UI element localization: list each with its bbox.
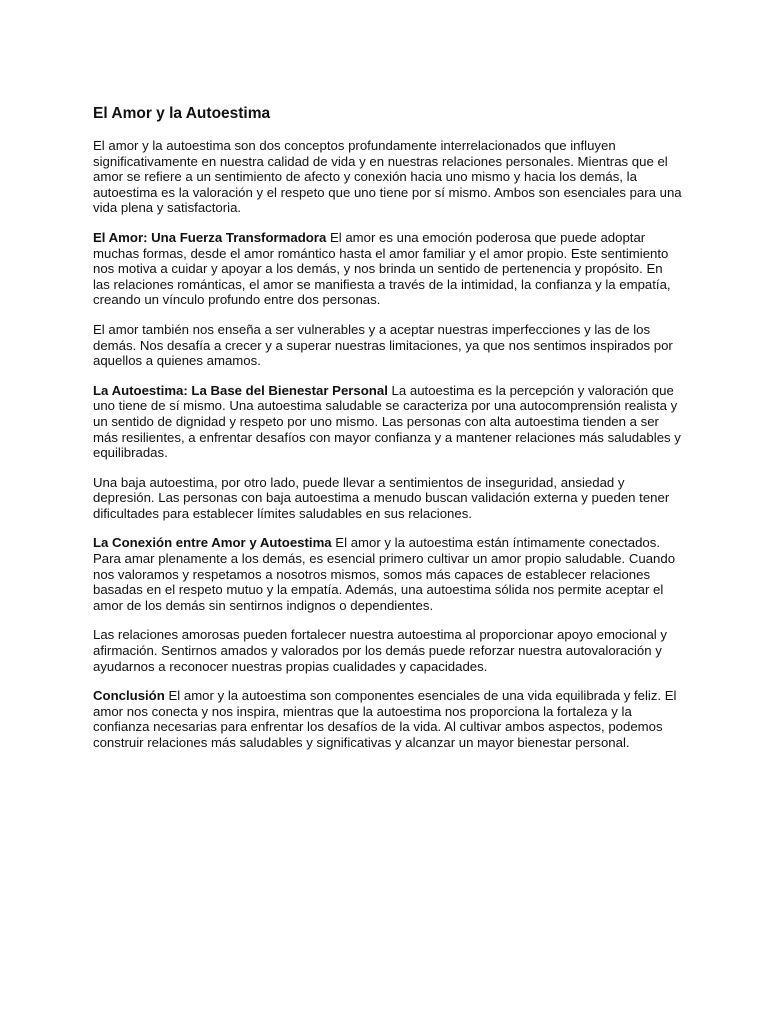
section-heading-conclusion: Conclusión <box>93 688 165 704</box>
paragraph-text: El amor también nos enseña a ser vulnerables y a aceptar nuestras imperfecciones y las de los demás. Nos desafía a crecer y a superar nuestras limitaciones, ya que nos sentimos inspirados por aquellos a quienes amamos. <box>93 321 673 369</box>
paragraph-text: Una baja autoestima, por otro lado, puede llevar a sentimientos de inseguridad, ansiedad y depresión. Las personas con baja autoestima a menudo buscan validación externa y pueden tener dificultades para establecer límites saludables en sus relaciones. <box>93 474 670 521</box>
paragraph-conclusion <box>93 688 683 750</box>
paragraph-text: El amor es una emoción poderosa que puede adoptar muchas formas, desde el amor romántico hasta el amor familiar y el amor propio. Este sentimiento nos motiva a cuidar y apoyar a los demás, y nos brinda un sentido de pertenencia y propósito. En las relaciones románticas, el amor se manifiesta a través de la intimidad, la confianza y la empatía, creando un vínculo profundo entre dos personas. <box>93 229 671 308</box>
section-heading-conexion: La Conexión entre Amor y Autoestima <box>93 535 332 551</box>
paragraph-text: El amor y la autoestima están íntimamente conectados. Para amar plenamente a los demás, es esencial primero cultivar un amor propio saludable. Cuando nos valoramos y respetamos a nosotros mismos, somos más capaces de establecer relaciones basadas en el respeto mutuo y la empatía. Además, una autoestima sólida nos permite aceptar el amor de los demás sin sentirnos indignos o dependientes. <box>93 535 676 613</box>
section-heading-amor: El Amor: Una Fuerza Transformadora <box>93 229 327 245</box>
paragraph-amor <box>93 230 683 308</box>
paragraph-text: Las relaciones amorosas pueden fortalecer nuestra autoestima al proporcionar apoyo emocional y afirmación. Sentirnos amados y valorados por los demás puede reforzar nuestra autovaloración y ayudarnos a reconocer nuestras propias cualidades y capacidades. <box>93 627 667 674</box>
paragraph-text: El amor y la autoestima son dos conceptos profundamente interrelacionados que influyen significativamente en nuestra calidad de vida y en nuestras relaciones personales. Mientras que el amor se refiere a un sentimiento de afecto y conexión hacia uno mismo y hacia los demás, la autoestima es la valoración y el respeto que uno tiene por sí mismo. Ambos son esenciales para una vida plena y satisfactoria. <box>93 138 682 216</box>
document-title: El Amor y la Autoestima <box>93 105 271 122</box>
document-page <box>93 104 683 765</box>
paragraph-intro <box>93 138 683 216</box>
paragraph-conexion <box>93 535 683 613</box>
paragraph-text: El amor y la autoestima son componentes esenciales de una vida equilibrada y feliz. El amor nos conecta y nos inspira, mientras que la autoestima nos proporciona la fortaleza y la confianza necesarias para enfrentar los desafíos de la vida. Al cultivar ambos aspectos, podemos construir relaciones más saludables y significativas y alcanzar un mayor bienestar personal. <box>93 688 677 750</box>
paragraph-text: La autoestima es la percepción y valoración que uno tiene de sí mismo. Una autoestima saludable se caracteriza por una autocomprensión realista y un sentido de dignidad y respeto por uno mismo. Las personas con alta autoestima tienden a ser más resilientes, a enfrentar desafíos con mayor confianza y a mantener relaciones más saludables y equilibradas. <box>93 382 681 461</box>
paragraph-relaciones-amorosas <box>93 627 683 674</box>
paragraph-baja-autoestima <box>93 475 683 522</box>
paragraph-amor-vulnerabilidad <box>93 322 683 369</box>
section-heading-autoestima: La Autoestima: La Base del Bienestar Personal <box>93 382 388 398</box>
paragraph-autoestima <box>93 383 683 461</box>
